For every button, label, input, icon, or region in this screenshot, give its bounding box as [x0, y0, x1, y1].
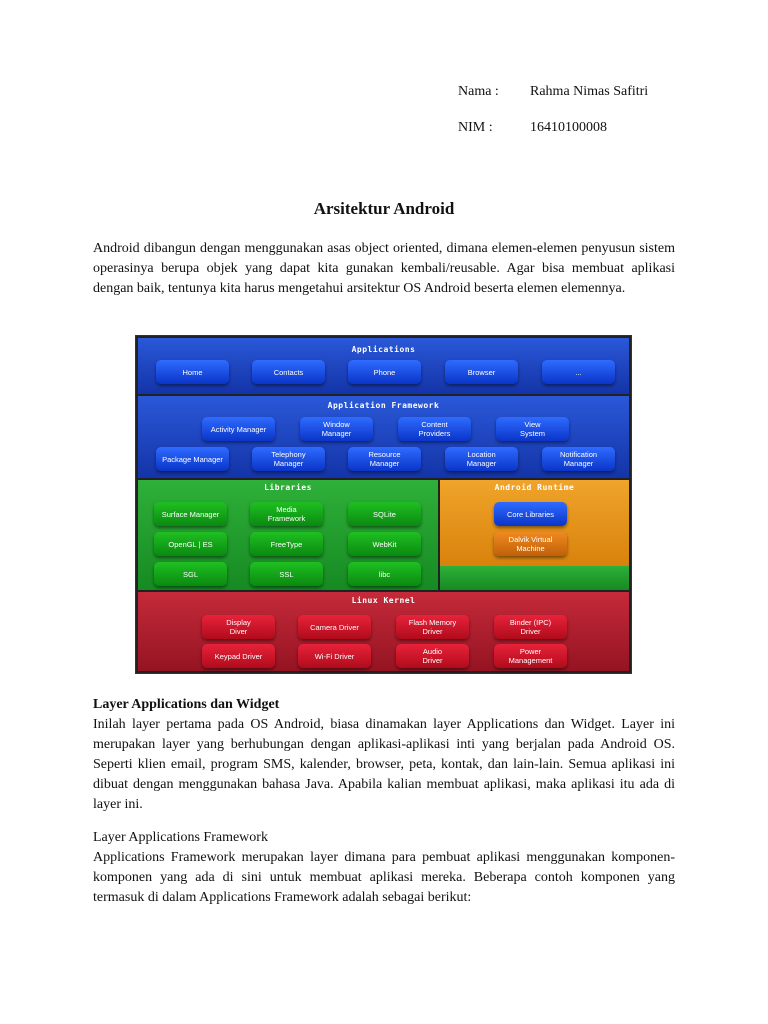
kernel-block: Binder (IPC) Driver	[494, 615, 567, 639]
runtime-layer-title: Android Runtime	[494, 483, 575, 492]
nama-value: Rahma Nimas Safitri	[530, 84, 649, 99]
framework-block: View System	[496, 417, 569, 441]
kernel-block: Keypad Driver	[202, 644, 275, 668]
library-block: libc	[348, 562, 421, 586]
intro-paragraph: Android dibangun dengan menggunakan asas object oriented, dimana elemen-elemen penyusun sistem operasinya berupa objek yang dapat kita gunakan kembali/reusable. Agar bisa membuat aplikasi dengan baik, tentunya kita harus mengetahui arsitektur OS Android beserta elemen elemennya.	[93, 241, 675, 296]
app-block: Contacts	[252, 360, 325, 384]
kernel-block: Power Management	[494, 644, 567, 668]
library-block: SSL	[250, 562, 323, 586]
library-block: SGL	[154, 562, 227, 586]
section2-heading: Layer Applications Framework	[93, 830, 268, 845]
framework-block: Location Manager	[445, 447, 518, 471]
framework-block: Resource Manager	[348, 447, 421, 471]
kernel-block: Flash Memory Driver	[396, 615, 469, 639]
section-applications-framework	[93, 828, 675, 908]
kernel-block: Display Diver	[202, 615, 275, 639]
library-block: OpenGL | ES	[154, 532, 227, 556]
framework-block: Content Providers	[398, 417, 471, 441]
kernel-block: Wi-Fi Driver	[298, 644, 371, 668]
nama-label: Nama :	[458, 84, 499, 99]
library-block: WebKit	[348, 532, 421, 556]
libraries-layer-extension	[440, 566, 629, 590]
framework-block: Package Manager	[156, 447, 229, 471]
runtime-block: Dalvik Virtual Machine	[494, 532, 567, 556]
app-block: Home	[156, 360, 229, 384]
runtime-block: Core Libraries	[494, 502, 567, 526]
kernel-block: Audio Driver	[396, 644, 469, 668]
framework-block: Notification Manager	[542, 447, 615, 471]
document-title: Arsitektur Android	[313, 199, 455, 218]
framework-layer-title: Application Framework	[327, 401, 440, 410]
framework-block: Telephony Manager	[252, 447, 325, 471]
libraries-layer-title: Libraries	[264, 483, 312, 492]
section1-body: Inilah layer pertama pada OS Android, biasa dinamakan layer Applications dan Widget. Layer ini merupakan layer yang berhubungan dengan aplikasi-aplikasi inti yang berjalan pada Android OS. Seperti klien email, program SMS, kalender, browser, peta, kontak, dan lain-lain. Semua aplikasi ini dibuat dengan menggunakan bahasa Java. Apabila kalian membuat aplikasi, maka aplikasi itu ada di layer ini.	[93, 717, 675, 812]
library-block: FreeType	[250, 532, 323, 556]
library-block: Surface Manager	[154, 502, 227, 526]
section2-body: Applications Framework merupakan layer dimana para pembuat aplikasi menggunakan komponen-komponen yang ada di sini untuk membuat aplikasi mereka. Beberapa contoh komponen yang termasuk di dalam Applications Framework adalah sebagai berikut:	[93, 850, 675, 905]
library-block: SQLite	[348, 502, 421, 526]
nim-value: 16410100008	[530, 120, 607, 135]
nim-label: NIM :	[458, 120, 493, 135]
app-block: Phone	[348, 360, 421, 384]
library-block: Media Framework	[250, 502, 323, 526]
applications-layer-title: Applications	[351, 345, 416, 354]
android-architecture-diagram	[135, 335, 632, 674]
section-applications-widget	[93, 695, 675, 815]
kernel-layer-title: Linux Kernel	[351, 596, 416, 605]
framework-block: Activity Manager	[202, 417, 275, 441]
app-block: ...	[542, 360, 615, 384]
framework-block: Window Manager	[300, 417, 373, 441]
kernel-block: Camera Driver	[298, 615, 371, 639]
app-block: Browser	[445, 360, 518, 384]
section1-heading: Layer Applications dan Widget	[93, 697, 280, 712]
